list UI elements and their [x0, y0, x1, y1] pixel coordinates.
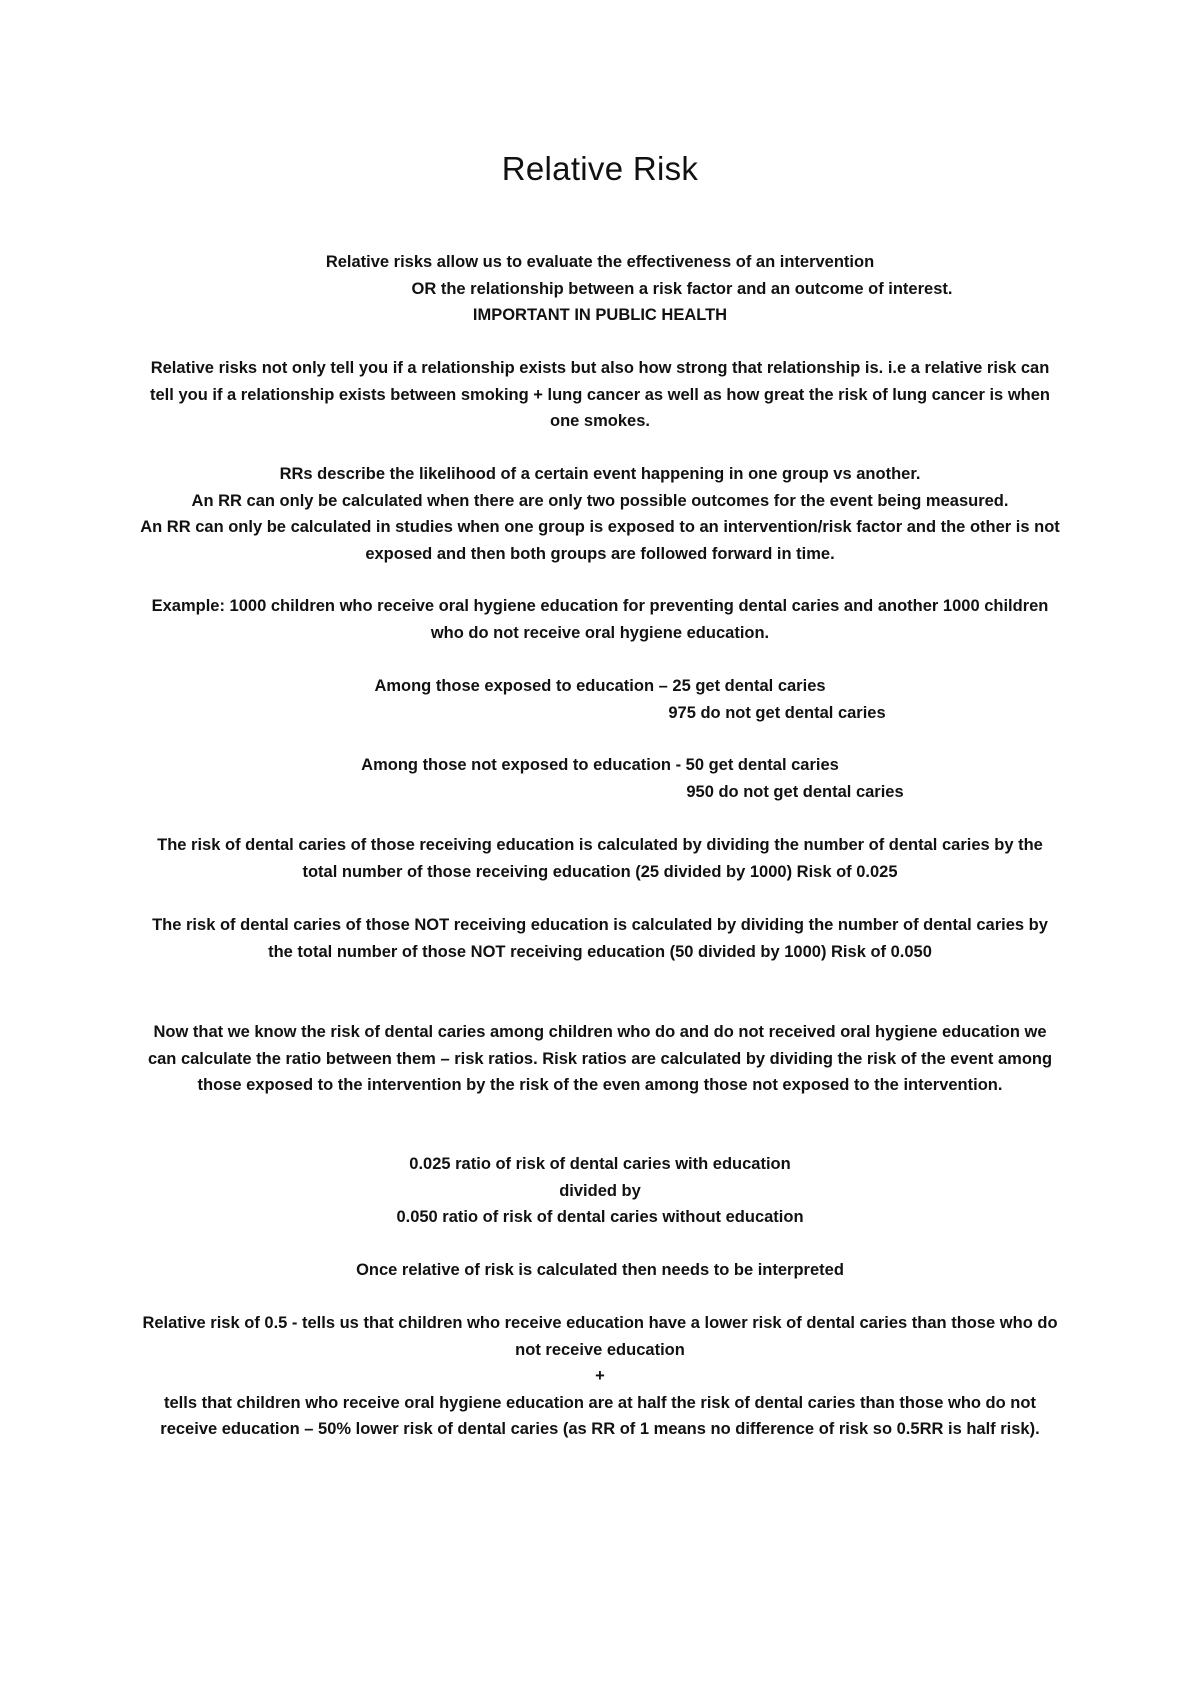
risk-not-exposed-paragraph: The risk of dental caries of those NOT receiving education is calculated by dividing the number of dental caries by the total number of those NOT receiving education (50 divided by 1000) Risk of 0.050 [152, 916, 1048, 961]
example-paragraph: Example: 1000 children who receive oral hygiene education for preventing dental caries and another 1000 children who do not receive oral hygiene education. [151, 597, 1049, 642]
intro-line-3: IMPORTANT IN PUBLIC HEALTH [472, 306, 728, 324]
formula-denominator: 0.050 ratio of risk of dental caries without education [396, 1208, 804, 1226]
rrs-paragraph [140, 461, 1060, 567]
result-paragraph [140, 1310, 1060, 1443]
formula-block [140, 1151, 1060, 1231]
exposed-line-2: 975 do not get dental caries [668, 703, 886, 722]
intro-line-2: OR the relationship between a risk factor and an outcome of interest. [411, 279, 953, 298]
intro-line-1: Relative risks allow us to evaluate the effectiveness of an intervention [325, 253, 875, 271]
formula-numerator: 0.025 ratio of risk of dental caries with education [409, 1155, 791, 1173]
not-exposed-paragraph [140, 752, 1060, 805]
formula-divider-text: divided by [559, 1181, 641, 1200]
page-title: Relative Risk [501, 150, 699, 187]
not-exposed-line-1: Among those not exposed to education - 50 get dental caries [361, 756, 839, 774]
exposed-line-1: Among those exposed to education – 25 get dental caries [374, 677, 826, 695]
ratio-paragraph: Now that we know the risk of dental caries among children who do and do not received oral hygiene education we can calculate the ratio between them – risk ratios. Risk ratios are calculated by dividing the risk of the event among those exposed to the intervention by the risk of the even among those not exposed to the intervention. [147, 1023, 1053, 1094]
exposed-paragraph [140, 673, 1060, 726]
interpret-line: Once relative of risk is calculated then needs to be interpreted [356, 1261, 844, 1279]
risk-exposed-paragraph: The risk of dental caries of those receiving education is calculated by dividing the number of dental caries by the total number of those receiving education (25 divided by 1000) Risk of 0.025 [157, 836, 1043, 881]
result-plus: + [595, 1367, 605, 1385]
intro-paragraph [140, 249, 1060, 329]
not-exposed-line-2: 950 do not get dental caries [686, 782, 904, 801]
result-part-2: tells that children who receive oral hygiene education are at half the risk of dental caries than those who do not receive education – 50% lower risk of dental caries (as RR of 1 means no difference of risk so 0.5RR is half risk). [160, 1393, 1040, 1438]
rrs-line-2: An RR can only be calculated when there are only two possible outcomes for the event being measured. [191, 491, 1009, 510]
rrs-line-3: An RR can only be calculated in studies when one group is exposed to an intervention/risk factor and the other is not exposed and then both groups are followed forward in time. [140, 518, 1060, 563]
rrs-line-1: RRs describe the likelihood of a certain event happening in one group vs another. [279, 465, 921, 483]
strength-paragraph: Relative risks not only tell you if a relationship exists but also how strong that relationship is. i.e a relative risk can tell you if a relationship exists between smoking + lung cancer as well as how great the risk of lung cancer is when one smokes. [150, 359, 1050, 430]
result-part-1: Relative risk of 0.5 - tells us that children who receive education have a lower risk of dental caries than those who do not receive education [142, 1314, 1058, 1359]
